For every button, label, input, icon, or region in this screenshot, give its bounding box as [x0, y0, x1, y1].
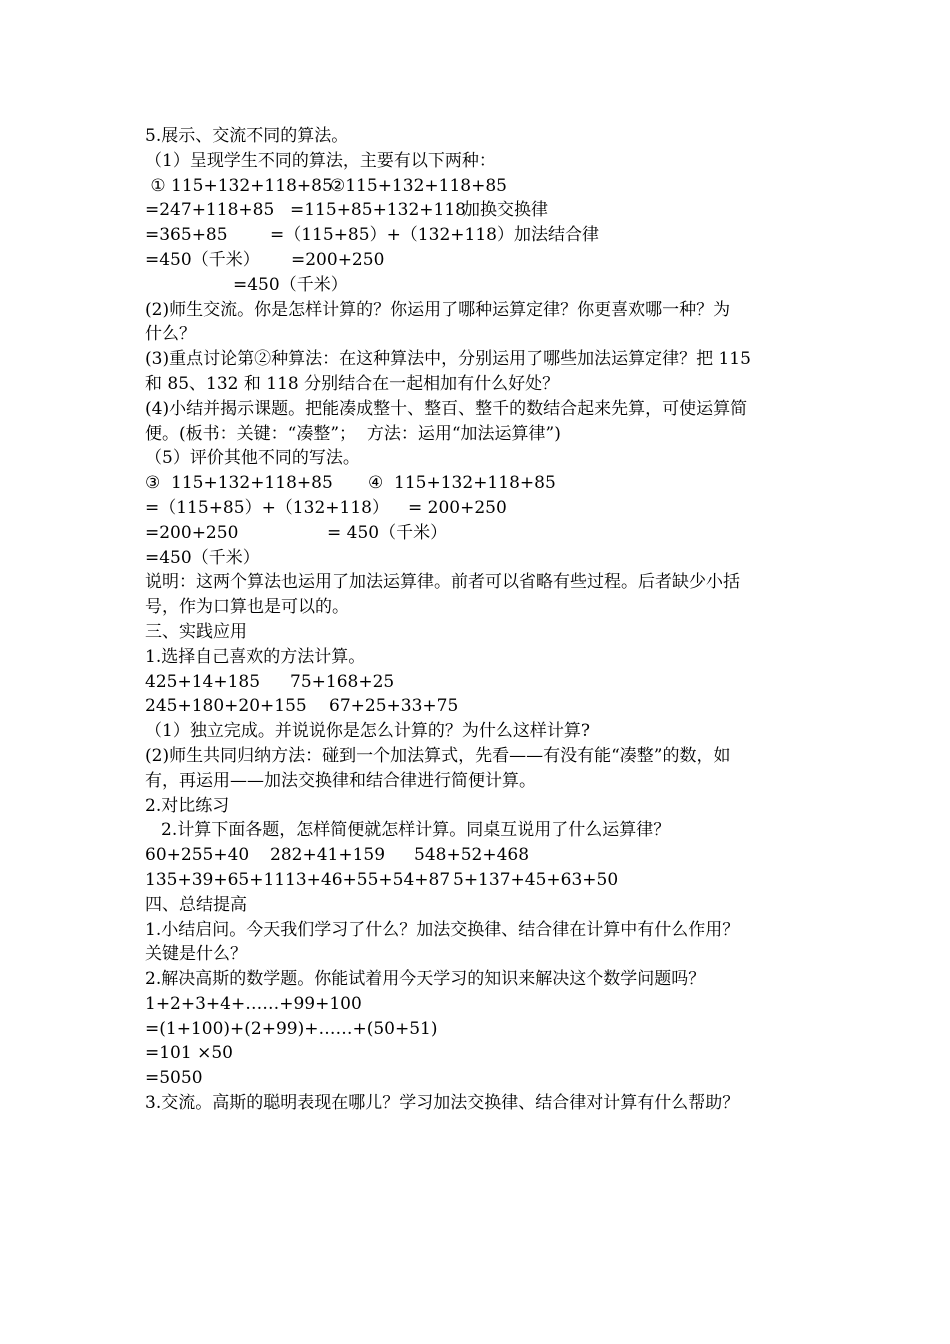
text-segment: =115+85+132+118: [290, 200, 466, 221]
text-segment: 135+39+65+11: [145, 869, 286, 890]
text-segment: 60+255+40: [145, 845, 250, 866]
text-line: [0, 273, 950, 298]
text-segment: 13+46+55+54+87: [285, 869, 451, 890]
text-segment: (2)师生交流。你是怎样计算的？你运用了哪种运算定律？你更喜欢哪一种？为: [145, 299, 731, 320]
text-line: [0, 769, 950, 794]
text-line: [0, 992, 950, 1017]
text-segment: 75+168+25: [290, 671, 395, 692]
text-line: [0, 397, 950, 422]
text-segment: 便。(板书：关键：“凑整”； 方法：运用“加法运算律”): [145, 423, 561, 444]
text-segment: 2.计算下面各题，怎样简便就怎样计算。同桌互说用了什么运算律？: [161, 820, 671, 841]
text-segment: （1）呈现学生不同的算法，主要有以下两种：: [145, 150, 496, 171]
text-segment: =（115+85）+（132+118）加法结合律: [270, 225, 599, 246]
text-segment: =365+85: [145, 225, 228, 246]
text-segment: 四、总结提高: [145, 894, 247, 915]
text-line: [0, 422, 950, 447]
text-segment: ① 115+132+118+85: [145, 175, 333, 196]
text-segment: 67+25+33+75: [329, 696, 459, 717]
text-line: [0, 248, 950, 273]
text-segment: 2.对比练习: [145, 795, 230, 816]
text-segment: 5.展示、交流不同的算法。: [145, 126, 349, 146]
text-line: [0, 967, 950, 992]
text-line: [0, 893, 950, 918]
text-segment: 1+2+3+4+……+99+100: [145, 993, 362, 1014]
text-segment: (4)小结并揭示课题。把能凑成整十、整百、整千的数结合起来先算，可使运算简: [145, 398, 748, 419]
text-line: [0, 868, 950, 893]
text-segment: 3.交流。高斯的聪明表现在哪儿？学习加法交换律、结合律对计算有什么帮助？: [145, 1093, 740, 1114]
text-line: [0, 322, 950, 347]
text-segment: = 450（千米）: [327, 522, 448, 543]
text-segment: 282+41+159: [270, 845, 386, 866]
text-segment: =450（千米）: [233, 274, 348, 295]
text-line: [0, 298, 950, 323]
text-segment: 什么？: [145, 324, 196, 345]
text-line: [0, 1066, 950, 1091]
text-segment: =200+250: [145, 522, 239, 543]
text-line: [0, 818, 950, 843]
text-segment: ③ 115+132+118+85: [145, 473, 333, 494]
text-line: [0, 446, 950, 471]
text-line: [0, 670, 950, 695]
text-line: [0, 471, 950, 496]
text-line: [0, 942, 950, 967]
text-segment: 425+14+185: [145, 671, 261, 692]
text-line: [0, 1041, 950, 1066]
text-segment: ④ 115+132+118+85: [368, 473, 556, 494]
text-segment: 加换交换律: [463, 200, 548, 221]
text-line: [0, 198, 950, 223]
text-line: [0, 694, 950, 719]
text-segment: 有，再运用——加法交换律和结合律进行简便计算。: [145, 770, 536, 791]
text-segment: 5+137+45+63+50: [453, 869, 619, 890]
text-segment: 2.解决高斯的数学题。你能试着用今天学习的知识来解决这个数学问题吗？: [145, 969, 706, 990]
text-line: [0, 496, 950, 521]
text-line: [0, 1017, 950, 1042]
text-segment: = 200+250: [408, 497, 507, 518]
text-segment: =450（千米）: [145, 547, 260, 568]
text-segment: =247+118+85: [145, 200, 275, 221]
text-line: [0, 1091, 950, 1116]
text-line: [0, 744, 950, 769]
text-line: [0, 546, 950, 571]
text-line: [0, 149, 950, 174]
text-segment: 和 85、132 和 118 分别结合在一起相加有什么好处？: [145, 373, 560, 394]
text-segment: 245+180+20+155: [145, 696, 307, 717]
text-line: [0, 124, 950, 149]
text-segment: =(1+100)+(2+99)+……+(50+51): [145, 1018, 438, 1039]
text-line: [0, 843, 950, 868]
text-segment: =450（千米）: [145, 249, 260, 270]
text-segment: （1）独立完成。并说说你是怎么计算的？为什么这样计算?: [145, 721, 590, 742]
text-segment: （5）评价其他不同的写法。: [145, 448, 360, 469]
text-segment: =101 ×50: [145, 1043, 233, 1064]
text-line: [0, 347, 950, 372]
text-segment: 说明：这两个算法也运用了加法运算律。前者可以省略有些过程。后者缺少小括: [145, 572, 740, 593]
text-line: [0, 620, 950, 645]
text-segment: 1.小结启问。今天我们学习了什么？加法交换律、结合律在计算中有什么作用？: [145, 919, 740, 940]
document-body: [0, 124, 950, 1116]
text-segment: ②115+132+118+85: [330, 175, 507, 196]
text-line: [0, 645, 950, 670]
text-line: [0, 570, 950, 595]
text-segment: 548+52+468: [414, 845, 530, 866]
text-line: [0, 794, 950, 819]
text-segment: =5050: [145, 1068, 203, 1089]
text-line: [0, 521, 950, 546]
text-segment: (3)重点讨论第②种算法：在这种算法中，分别运用了哪些加法运算定律？把 115: [145, 349, 751, 370]
text-line: [0, 719, 950, 744]
text-segment: =200+250: [291, 249, 385, 270]
text-line: [0, 223, 950, 248]
text-line: [0, 174, 950, 199]
text-segment: 关键是什么？: [145, 944, 247, 965]
text-line: [0, 372, 950, 397]
text-segment: (2)师生共同归纳方法：碰到一个加法算式，先看——有没有能“凑整”的数，如: [145, 745, 731, 766]
text-segment: 号，作为口算也是可以的。: [145, 597, 349, 618]
text-line: [0, 918, 950, 943]
text-segment: 1.选择自己喜欢的方法计算。: [145, 646, 366, 667]
text-line: [0, 595, 950, 620]
text-segment: =（115+85）+（132+118）: [145, 497, 389, 518]
text-segment: 三、实践应用: [145, 621, 247, 642]
